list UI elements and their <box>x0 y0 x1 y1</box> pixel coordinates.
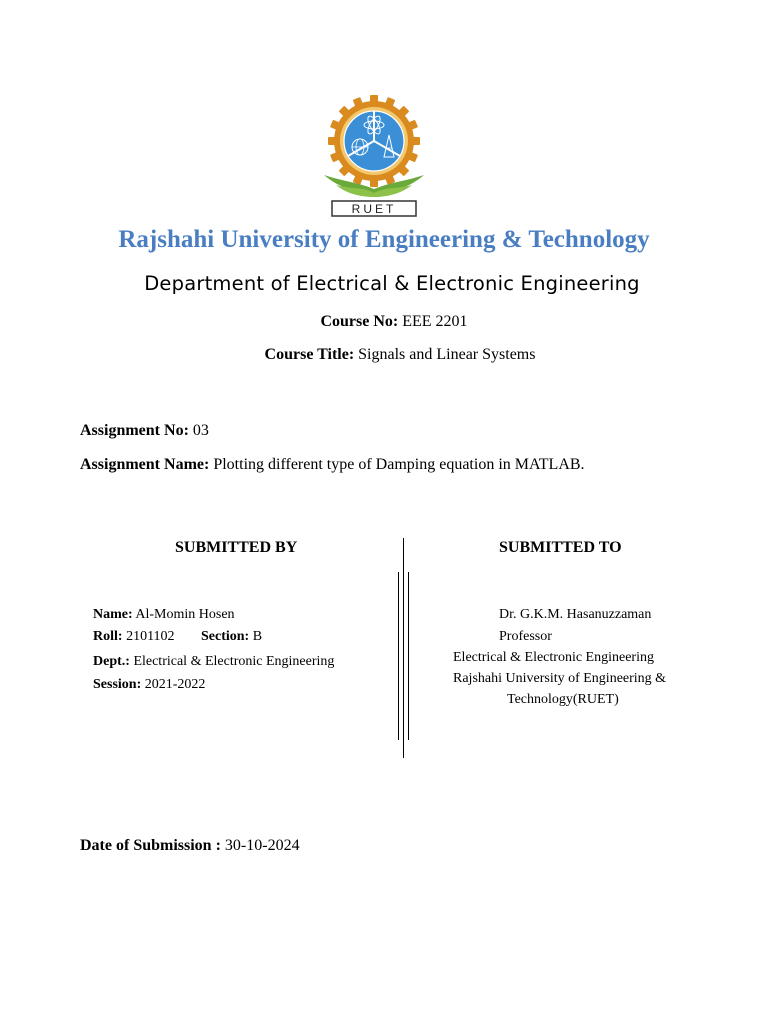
assignment-no-value: 03 <box>188 422 209 439</box>
ruet-logo-icon <box>320 93 428 219</box>
course-no-label: Course No: <box>320 313 399 330</box>
course-no <box>0 313 768 331</box>
assignment-no-label: Assignment No: <box>80 422 189 439</box>
roll-value: 2101102 <box>122 629 175 644</box>
dept-label: Dept.: <box>93 654 130 669</box>
course-title-label: Course Title: <box>264 346 355 363</box>
submitter-dept <box>93 655 334 669</box>
submission-date <box>80 837 300 855</box>
supervisor-department: Electrical & Electronic Engineering <box>453 650 654 665</box>
logo-badge-text: RUET <box>351 202 397 216</box>
submitter-session <box>93 678 205 692</box>
column-divider-right <box>408 572 409 740</box>
session-label: Session: <box>93 677 142 692</box>
section-label: Section: <box>201 629 250 644</box>
submitted-by-heading: SUBMITTED BY <box>175 539 298 556</box>
supervisor-university-line1: Rajshahi University of Engineering & <box>453 671 667 686</box>
assignment-name-value: Plotting different type of Damping equation in MATLAB. <box>209 456 585 473</box>
date-value: 30-10-2024 <box>220 837 300 854</box>
submitter-section <box>201 630 262 644</box>
submitter-roll <box>93 630 175 644</box>
submitted-to-heading: SUBMITTED TO <box>499 539 622 556</box>
course-title <box>0 346 768 364</box>
supervisor-university-line2: Technology(RUET) <box>507 692 619 707</box>
assignment-name <box>80 456 585 474</box>
roll-label: Roll: <box>93 629 123 644</box>
course-no-value: EEE 2201 <box>398 313 468 330</box>
course-title-value: Signals and Linear Systems <box>354 346 536 363</box>
date-label: Date of Submission : <box>80 837 221 854</box>
section-value: B <box>249 629 263 644</box>
university-title: Rajshahi University of Engineering & Technology <box>118 226 650 253</box>
supervisor-name: Dr. G.K.M. Hasanuzzaman <box>499 607 652 622</box>
assignment-name-label: Assignment Name: <box>80 456 210 473</box>
column-divider-left <box>398 572 399 740</box>
supervisor-designation: Professor <box>499 629 552 644</box>
column-divider <box>403 538 404 758</box>
assignment-no <box>80 422 209 440</box>
department-title: Department of Electrical & Electronic Engineering <box>144 272 640 295</box>
dept-value: Electrical & Electronic Engineering <box>129 654 335 669</box>
session-value: 2021-2022 <box>141 677 206 692</box>
name-label: Name: <box>93 607 133 622</box>
name-value: Al-Momin Hosen <box>132 607 235 622</box>
submitter-name <box>93 608 235 622</box>
